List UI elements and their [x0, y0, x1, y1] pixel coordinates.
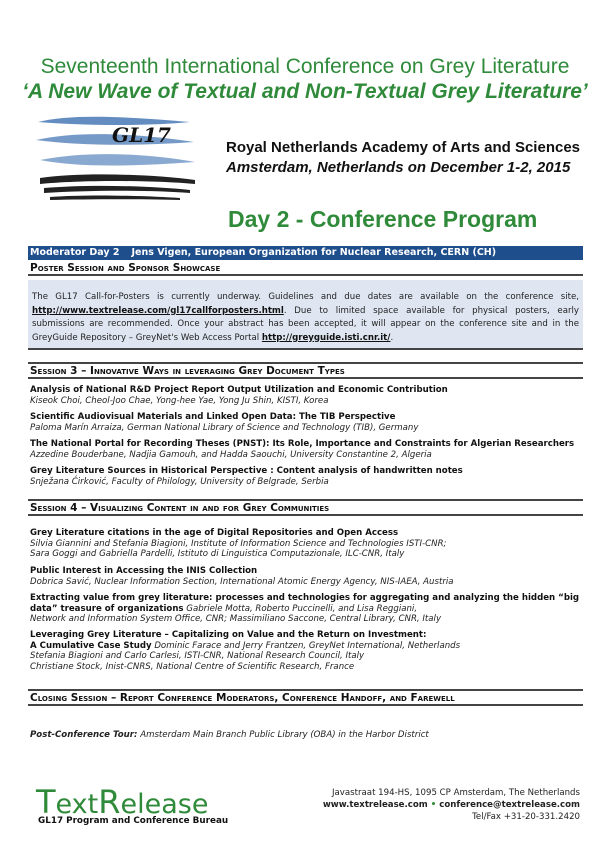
logo-text: GL17 [112, 123, 171, 147]
session3-paper-4 [30, 466, 580, 487]
moderator-name: Jens Vigen, European Organization for Nuclear Research, CERN (CH) [131, 247, 497, 258]
paper-authors: Paloma Marín Arraiza, German National Library of Science and Technology (TIB), Germany [30, 422, 419, 433]
session4-rule [28, 499, 583, 501]
session4-paper-1 [30, 528, 580, 560]
paper-authors: Dobrica Savić, Nuclear Information Section, International Atomic Energy Agency, NIS-IAEA, Austria [30, 576, 454, 587]
separator: • [427, 800, 440, 810]
textrelease-logo: TextRelease [36, 783, 209, 821]
session3-rule [28, 362, 583, 364]
paper-title: Scientific Audiovisual Materials and Linked Open Data: The TIB Perspective [30, 412, 396, 422]
session4-paper-4 [30, 630, 580, 672]
closing-heading: Closing Session – Report Conference Moderators, Conference Handoff, and Farewell [28, 692, 583, 706]
paper-authors-3: Christiane Stock, Inist-CNRS, National Centre of Scientific Research, France [30, 661, 355, 672]
tour-label: Post-Conference Tour: [30, 730, 138, 740]
contact-block [323, 787, 580, 823]
venue: Royal Netherlands Academy of Arts and Sciences [226, 139, 581, 156]
paper-title: Leveraging Grey Literature – Capitalizing on Value and the Return on Investment: [30, 630, 427, 640]
poster-text-2: . Due to limited space available for physical posters, early submissions are recommended. Once your abstract has been accepted, it will appear on the conference site and in the GreyGuide Repository – GreyNet's Web Access Portal [32, 305, 579, 343]
poster-text-3: . [390, 332, 394, 343]
conference-theme: ‘A New Wave of Textual and Non-Textual Grey Literature’ [22, 80, 588, 103]
poster-text-1: The GL17 Call-for-Posters is currently underway. Guidelines and due dates are available on the conference site, [32, 292, 579, 302]
paper-authors: Gabriele Motta, Roberto Puccinelli, and Lisa Reggiani, [186, 603, 418, 614]
moderator-bar [28, 246, 583, 260]
address: Javastraat 194-HS, 1095 CP Amsterdam, The Netherlands [332, 788, 580, 798]
paper-title: Grey Literature Sources in Historical Perspective : Content analysis of handwritten notes [30, 466, 463, 476]
email-link[interactable]: conference@textrelease.com [439, 800, 580, 810]
poster-session-box [28, 280, 583, 350]
paper-title-2: A Cumulative Case Study [30, 640, 152, 651]
paper-title: Grey Literature citations in the age of Digital Repositories and Open Access [30, 528, 399, 538]
website-link[interactable]: www.textrelease.com [322, 800, 428, 810]
paper-title: Analysis of National R&D Project Report Output Utilization and Economic Contribution [30, 385, 448, 395]
gl17-logo [30, 112, 200, 207]
paper-authors-2: Stefania Biagioni and Carlo Carlesi, ISTI-CNR, National Research Council, Italy [30, 651, 365, 661]
moderator-label: Moderator Day 2 [30, 247, 120, 258]
conference-title: Seventeenth International Conference on Grey Literature [40, 55, 570, 78]
session3-heading: Session 3 – Innovative Ways in leveraging Grey Document Types [28, 365, 583, 379]
session4-paper-2 [30, 566, 580, 587]
tour-text: Amsterdam Main Branch Public Library (OBA) in the Harbor District [140, 730, 429, 740]
poster-session-heading: Poster Session and Sponsor Showcase [28, 261, 583, 276]
post-conference-tour [30, 730, 429, 740]
bureau-label: GL17 Program and Conference Bureau [38, 816, 229, 826]
day-title: Day 2 - Conference Program [228, 206, 538, 232]
paper-title: The National Portal for Recording Theses (PNST): Its Role, Importance and Constraints for Algerian Researchers [30, 439, 575, 449]
session3-paper-2 [30, 412, 580, 433]
paper-authors: Snježana Ćirković, Faculty of Philology, University of Belgrade, Serbia [30, 476, 329, 487]
greyguide-link[interactable]: http://greyguide.isti.cnr.it/ [261, 332, 391, 343]
paper-authors: Azzedine Bouderbane, Nadjia Gamouh, and Hadda Saouchi, University Constantine 2, Algeria [30, 449, 432, 460]
conference-date: Amsterdam, Netherlands on December 1-2, 2015 [226, 159, 571, 176]
phone: Tel/Fax +31-20-331.2420 [472, 812, 580, 822]
paper-authors: Silvia Giannini and Stefania Biagioni, Institute of Information Science and Technologies ISTI-CNR; [30, 538, 447, 549]
callforposters-link[interactable]: http://www.textrelease.com/gl17callforposters.html [32, 305, 284, 316]
paper-authors: Dominic Farace and Jerry Frantzen, GreyNet International, Netherlands [154, 640, 461, 651]
paper-title: Extracting value from grey literature: processes and technologies for aggregating and analyzing the hidden “big data” treasure of organizations [30, 593, 580, 614]
paper-authors: Kiseok Choi, Cheol-Joo Chae, Yong-hee Yae, Yong Ju Shin, KISTI, Korea [30, 395, 329, 406]
session4-paper-3 [30, 593, 580, 625]
paper-title: Public Interest in Accessing the INIS Collection [30, 566, 258, 576]
session3-paper-3 [30, 439, 580, 460]
paper-authors-2: Network and Information System Office, CNR; Massimiliano Saccone, Central Library, CNR, Italy [30, 614, 442, 624]
closing-rule [28, 689, 583, 691]
session4-heading: Session 4 – Visualizing Content in and for Grey Communities [28, 502, 583, 516]
paper-authors-2: Sara Goggi and Gabriella Pardelli, Istituto di Linguistica Computazionale, ILC-CNR, Italy [30, 549, 405, 559]
session3-paper-1 [30, 385, 580, 406]
